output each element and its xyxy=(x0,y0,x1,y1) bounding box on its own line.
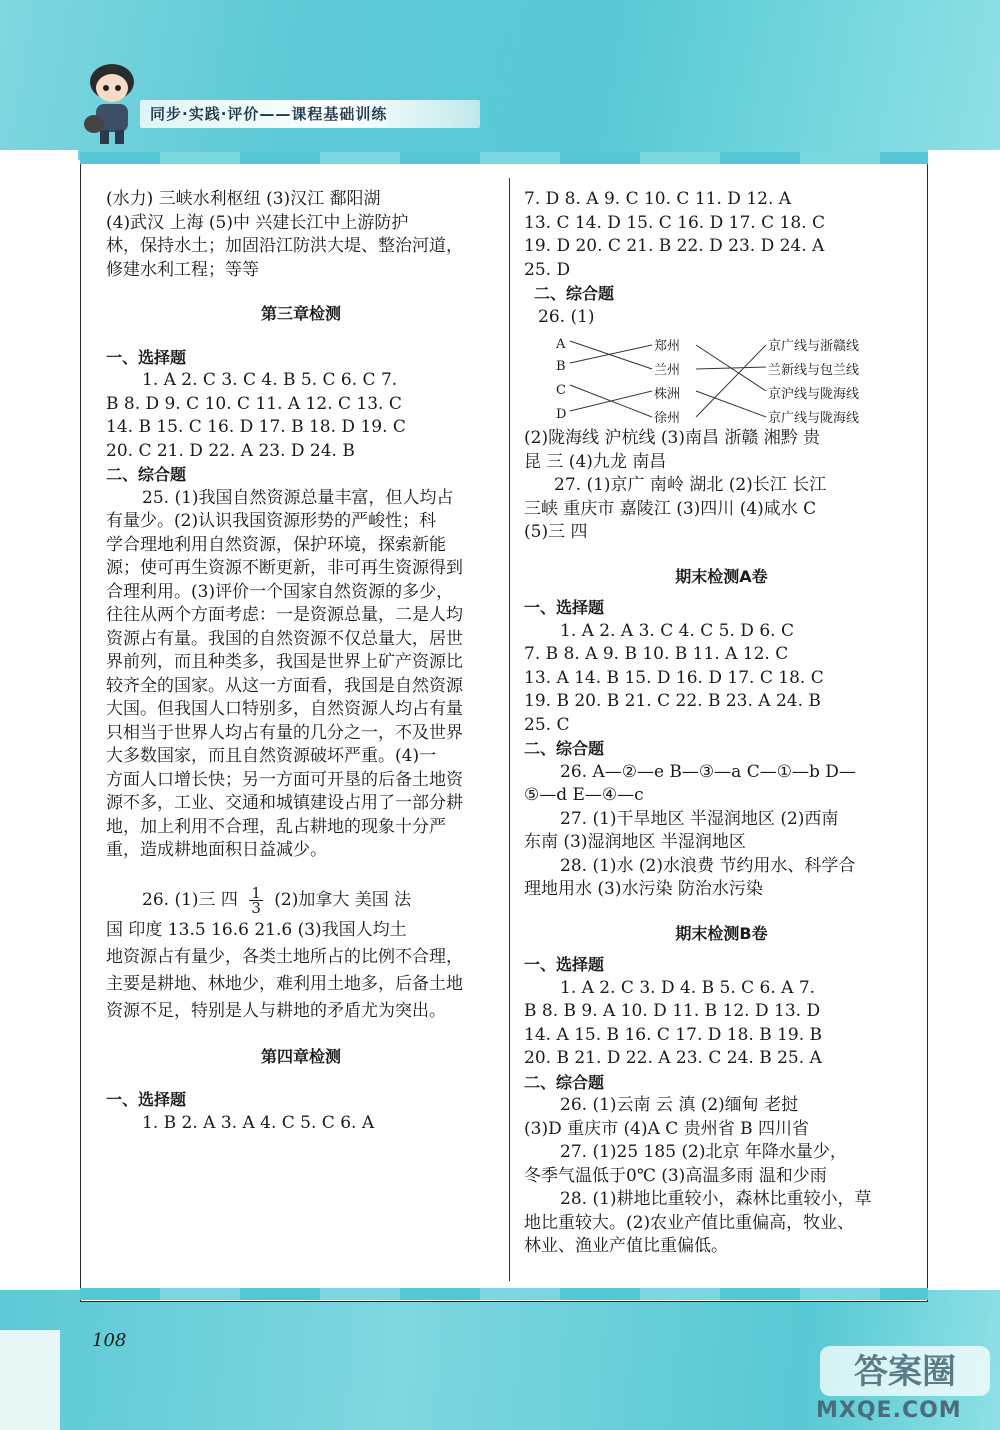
fraction-denominator: 3 xyxy=(251,898,261,917)
text-line: 主要是耕地、林地少，难利用土地多，后备土地 xyxy=(106,973,463,994)
text-line: 地，加上利用不合理，乱占耕地的现象十分严 xyxy=(106,816,446,837)
q26-prefix: 26. (1)三 四 xyxy=(142,889,238,910)
text-line: 26. (1)云南 云 滇 (2)缅甸 老挝 xyxy=(560,1095,799,1115)
diagram-city: 株洲 xyxy=(654,387,681,402)
text-line: (3)D 重庆市 (4)A C 贵州省 B 四川省 xyxy=(524,1118,809,1139)
exam-title: 期末检测B卷 xyxy=(675,923,768,943)
section-heading: 一、选择题 xyxy=(524,598,605,617)
fraction xyxy=(249,883,263,917)
answer-line: 1. A 2. C 3. D 4. B 5. C 6. A 7. xyxy=(560,977,816,998)
text-line: 源；使可再生资源不断更新，非可再生资源得到 xyxy=(106,558,463,578)
answer-line: 1. A 2. A 3. C 4. C 5. D 6. C xyxy=(560,620,794,641)
text-line: 重，造成耕地面积日益减少。 xyxy=(106,840,327,860)
text-line: 28. (1)水 (2)水浪费 节约用水、科学合 xyxy=(560,855,856,876)
answer-line: 13. A 14. B 15. D 16. D 17. C 18. C xyxy=(524,667,824,688)
text-line: 林，保持水土；加固沿江防洪大堤、整治河道， xyxy=(106,236,463,256)
text-line: 有量少。(2)认识我国资源形势的严峻性；科 xyxy=(106,511,437,531)
text-line: 国 印度 13.5 16.6 21.6 (3)我国人均土 xyxy=(106,919,407,940)
q26-suffix: (2)加拿大 美国 法 xyxy=(274,889,412,910)
text-line: 27. (1)干旱地区 半湿润地区 (2)西南 xyxy=(560,808,839,829)
chapter-title: 第三章检测 xyxy=(260,304,341,323)
text-line: 大国。但我国人口特别多，自然资源人均占有量 xyxy=(106,699,463,719)
answer-line: 25. D xyxy=(524,259,571,280)
section-heading: 一、选择题 xyxy=(106,1090,187,1109)
top-stripe xyxy=(80,152,928,164)
answer-line: 1. B 2. A 3. A 4. C 5. C 6. A xyxy=(142,1112,375,1133)
text-line: 学合理地利用自然资源，保护环境，探索新能 xyxy=(106,534,446,555)
text-line: 25. (1)我国自然资源总量丰富，但人均占 xyxy=(142,487,454,508)
footer-corner xyxy=(0,1330,60,1430)
answer-line: 20. C 21. D 22. A 23. D 24. B xyxy=(106,440,355,461)
text-line: (2)陇海线 沪杭线 (3)南昌 浙赣 湘黔 贵 xyxy=(524,428,821,448)
text-line: 方面人口增长快；另一方面可开垦的后备土地资 xyxy=(106,769,463,790)
diagram-railway: 兰新线与包兰线 xyxy=(768,363,860,378)
text-line: 林业、渔业产值比重偏低。 xyxy=(524,1236,728,1256)
diagram-letter: B xyxy=(556,359,566,374)
answer-line: 7. B 8. A 9. B 10. B 11. A 12. C xyxy=(524,644,789,664)
text-line: 28. (1)耕地比重较小，森林比重较小，草 xyxy=(560,1189,872,1209)
matching-diagram xyxy=(524,331,884,426)
diagram-railway: 京沪线与陇海线 xyxy=(768,387,860,402)
watermark-site: MXQE.COM xyxy=(816,1398,962,1423)
mascot-icon xyxy=(78,58,146,148)
section-heading: 二、综合题 xyxy=(106,465,187,484)
chapter-title: 第四章检测 xyxy=(260,1046,341,1066)
diagram-railway: 京广线与浙赣线 xyxy=(768,339,860,354)
diagram-city: 兰州 xyxy=(654,363,681,378)
text-line: 修建水利工程；等等 xyxy=(106,259,259,280)
text-line: 27. (1)25 185 (2)北京 年降水量少， xyxy=(560,1142,847,1162)
text-line: 大多数国家，而且自然资源破坏严重。(4)一 xyxy=(106,746,437,766)
left-column xyxy=(106,188,496,1135)
answer-line: 19. B 20. B 21. C 22. B 23. A 24. B xyxy=(524,691,821,711)
answer-line: 7. D 8. A 9. C 10. C 11. D 12. A xyxy=(524,189,792,209)
text-line: 26. A—②—e B—③—a C—①—b D— xyxy=(560,761,856,782)
text-line: 源不多，工业、交通和城镇建设占用了一部分耕 xyxy=(106,793,463,813)
text-line: 26. (1) xyxy=(538,306,595,327)
bottom-stripe xyxy=(80,1288,928,1300)
series-title: 同步·实践·评价——课程基础训练 xyxy=(150,105,388,123)
answer-line: 14. A 15. B 16. C 17. D 18. B 19. B xyxy=(524,1024,823,1045)
section-heading: 一、选择题 xyxy=(106,347,187,367)
answer-line: B 8. D 9. C 10. C 11. A 12. C 13. C xyxy=(106,393,402,414)
diagram-city: 郑州 xyxy=(654,339,681,354)
answer-line: 13. C 14. D 15. C 16. D 17. C 18. C xyxy=(524,212,825,233)
text-line: 往往从两个方面考虑：一是资源总量，二是人均 xyxy=(106,605,463,625)
svg-text:答案圈: 答案圈 xyxy=(854,1352,956,1392)
section-heading: 二、综合题 xyxy=(534,284,615,303)
answer-line: 20. B 21. D 22. A 23. C 24. B 25. A xyxy=(524,1048,822,1068)
text-line: 资源占有量。我国的自然资源不仅总量大，居世 xyxy=(106,628,463,649)
answer-line: 14. B 15. C 16. D 17. B 18. D 19. C xyxy=(106,417,406,437)
answer-line: 1. A 2. C 3. C 4. B 5. C 6. C 7. xyxy=(142,370,398,390)
text-line: 地资源占有量少，各类土地所占的比例不合理， xyxy=(106,946,463,967)
diagram-railway: 京广线与陇海线 xyxy=(768,411,860,426)
answer-line: B 8. B 9. A 10. D 11. B 12. D 13. D xyxy=(524,1001,821,1021)
text-line: 较齐全的国家。从这一方面看，我国是自然资源 xyxy=(106,675,463,696)
q26-line xyxy=(106,883,496,917)
right-margin xyxy=(928,150,1000,1280)
section-heading: 二、综合题 xyxy=(524,739,605,758)
diagram-letter: D xyxy=(556,407,567,422)
section-heading: 二、综合题 xyxy=(524,1072,605,1092)
section-heading: 一、选择题 xyxy=(524,955,605,974)
text-line: 冬季气温低于0℃ (3)高温多雨 温和少雨 xyxy=(524,1165,827,1186)
text-line: 地比重较大。(2)农业产值比重偏高，牧业、 xyxy=(524,1212,855,1233)
text-line: 界前列，而且种类多，我国是世界上矿产资源比 xyxy=(106,652,463,672)
answer-line: 25. C xyxy=(524,714,570,735)
text-line: 合理利用。(3)评价一个国家自然资源的多少， xyxy=(106,581,454,602)
left-margin xyxy=(0,150,78,1280)
fraction-numerator: 1 xyxy=(251,883,261,902)
header-background xyxy=(0,0,1000,160)
answer-line: 19. D 20. C 21. B 22. D 23. D 24. A xyxy=(524,236,825,256)
text-line: (5)三 四 xyxy=(524,522,588,542)
text-line: 三峡 重庆市 嘉陵江 (3)四川 (4)咸水 C xyxy=(524,498,817,519)
text-line: 昆 三 (4)九龙 南昌 xyxy=(524,451,667,472)
diagram-letter: C xyxy=(556,383,566,398)
right-column xyxy=(524,188,919,1259)
text-line: 只相当于世界人均占有量的几分之一，不及世界 xyxy=(106,722,463,743)
page-number: 108 xyxy=(92,1330,127,1351)
text-line: 理地用水 (3)水污染 防治水污染 xyxy=(524,879,763,899)
column-divider xyxy=(509,178,510,1281)
diagram-letter: A xyxy=(556,337,566,352)
exam-title: 期末检测A卷 xyxy=(675,566,768,586)
text-line: 资源不足，特别是人与耕地的矛盾尤为突出。 xyxy=(106,1000,446,1021)
text-line: (水力) 三峡水利枢纽 (3)汉江 鄱阳湖 xyxy=(106,189,381,209)
text-line: (4)武汉 上海 (5)中 兴建长江中上游防护 xyxy=(106,212,409,233)
text-line: ⑤—d E—④—c xyxy=(524,785,644,805)
text-line: 东南 (3)湿润地区 半湿润地区 xyxy=(524,832,746,852)
diagram-city: 徐州 xyxy=(654,411,681,426)
text-line: 27. (1)京广 南岭 湖北 (2)长江 长江 xyxy=(554,475,827,495)
